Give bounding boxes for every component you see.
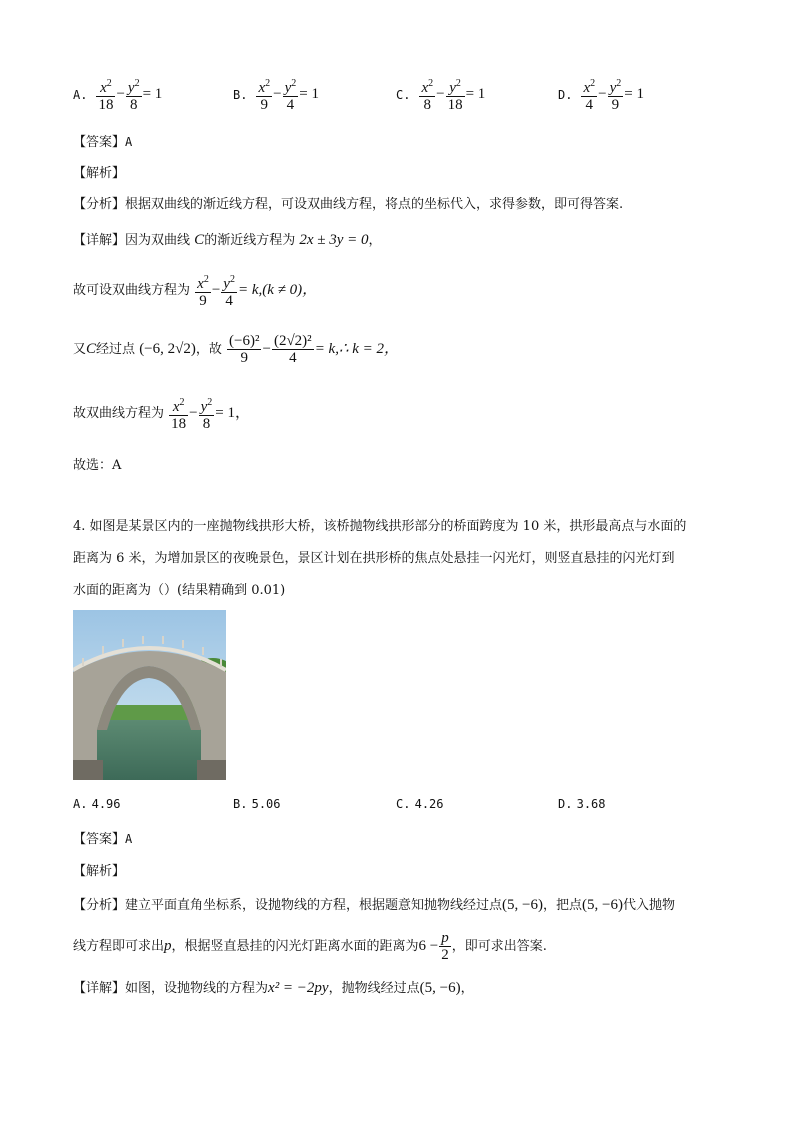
q3-xiangjie-3: 又C经过点 (−6, 2√2)，故 $\frac{\text{(−6)²}}{9}$ − $\frac{\text{(2√2)²}}{4}$ = k,∴ k = 2， (73, 333, 400, 366)
q4-option-b: B. 5.06 (233, 797, 281, 811)
q3-choice: 故选：A (73, 458, 122, 473)
q4-option-d: D. 3.68 (558, 797, 606, 811)
q4-analysis-tag: 【解析】 (73, 864, 126, 879)
q4-option-a: A. 4.96 (73, 797, 121, 811)
q4-xiangjie: 【详解】如图，设抛物线的方程为x² = −2py，抛物线经过点(5, −6)， (73, 980, 474, 996)
q3-option-a: A. $\frac{x^2}{18}$ − $\frac{y^2}{8}$ = 1 (73, 78, 163, 113)
q4-answer: 【答案】A (73, 832, 133, 847)
bridge-photo (73, 610, 226, 780)
q3-xiangjie-1: 【详解】因为双曲线 C的渐近线方程为 2x ± 3y = 0， (73, 232, 382, 248)
q3-xiangjie-2: 故可设双曲线方程为 $\frac{x^2}{9}$ − $\frac{y^2}{4}$ = k,(k ≠ 0)， (73, 274, 318, 309)
q4-text-2: 距离为 6 米，为增加景区的夜晚景色，景区计划在拱形桥的焦点处悬挂一闪光灯，则竖直悬挂的闪光灯到 (73, 551, 675, 566)
q3-fenxi: 【分析】根据双曲线的渐近线方程，可设双曲线方程，将点的坐标代入，求得参数，即可得答案. (73, 197, 624, 212)
q4-fenxi-2: 线方程即可求出p，根据竖直悬挂的闪光灯距离水面的距离为6 − $\frac{p}{2}$ ，即可求出答案. (73, 930, 547, 963)
q4-option-c: C. 4.26 (396, 797, 444, 811)
q3-xiangjie-4: 故双曲线方程为 $\frac{x^2}{18}$ − $\frac{y^2}{8}$ = 1， (73, 397, 251, 432)
q3-option-c: C. $\frac{x^2}{8}$ − $\frac{y^2}{18}$ = 1 (396, 78, 486, 113)
q4-text-3: 水面的距离为（）(结果精确到 0.01) (73, 583, 286, 598)
q3-option-b: B. $\frac{x^2}{9}$ − $\frac{y^2}{4}$ = 1 (233, 78, 319, 113)
option-label: A. (73, 87, 88, 102)
q3-option-d: D. $\frac{x^2}{4}$ − $\frac{y^2}{9}$ = 1 (558, 78, 644, 113)
q3-answer: 【答案】A (73, 135, 133, 150)
q4-text-1: 4. 如图是某景区内的一座抛物线拱形大桥，该桥抛物线拱形部分的桥面跨度为 10 米，拱形最高点与水面的 (73, 519, 687, 534)
q3-analysis-tag: 【解析】 (73, 166, 126, 181)
q4-fenxi-1: 【分析】建立平面直角坐标系，设抛物线的方程，根据题意知抛物线经过点(5, −6)，把点(5, −6)代入抛物 (73, 897, 675, 913)
